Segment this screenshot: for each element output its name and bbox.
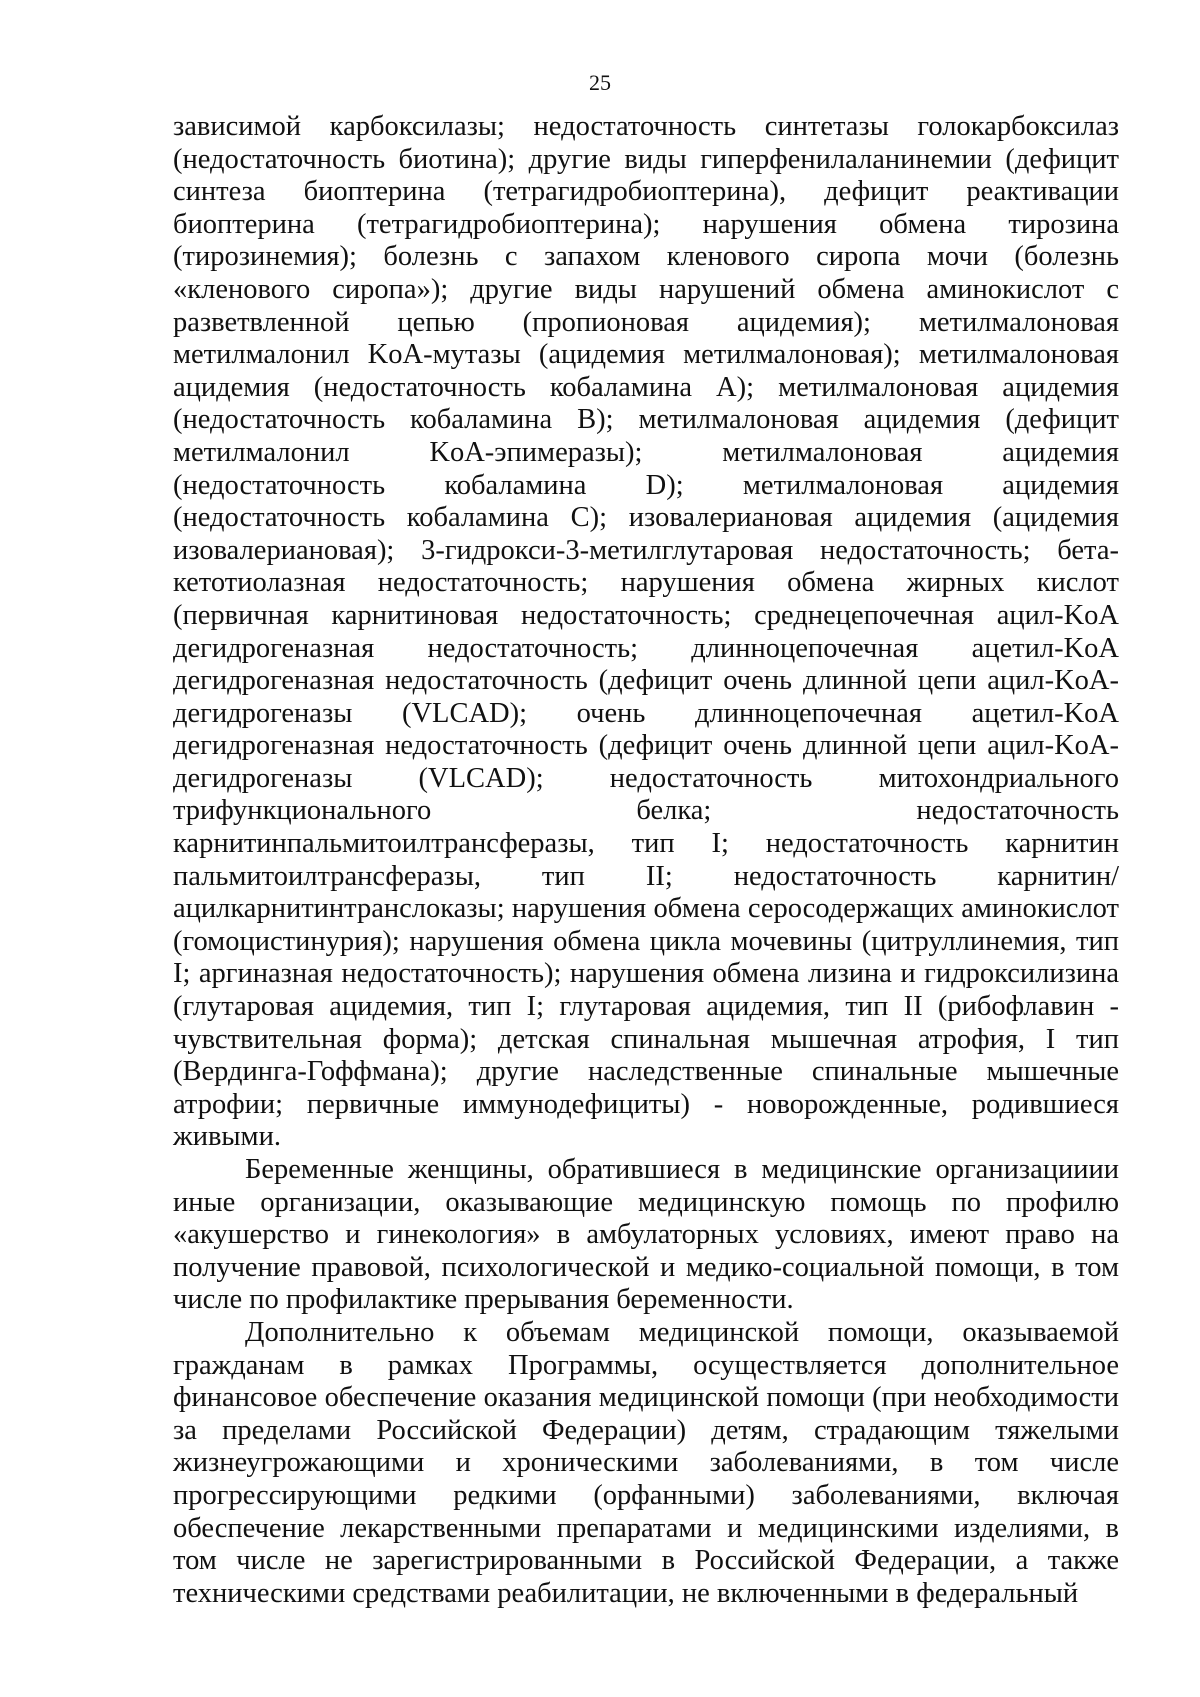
paragraph-pregnant-women: Беременные женщины, обратившиеся в медицинские организацииии иные организации, оказывающие медицинскую помощь по профилю «акушерство и гинекология» в амбулаторных условиях, имеют право на получение правовой, психологической и медико-социальной помощи, в том числе по профилактике прерывания беременности. [173,1154,1119,1316]
paragraph-additional-funding: Дополнительно к объемам медицинской помощи, оказываемой гражданам в рамках Программы, осуществляется дополнительное финансовое обеспечение оказания медицинской помощи (при необходимости за пределами Российской Федерации) детям, страдающим тяжелыми жизнеугрожающими и хроническими заболеваниями, в том числе прогрессирующими редкими (орфанными) заболеваниями, включая обеспечение лекарственными препаратами и медицинскими изделиями, в том числе не зарегистрированными в Российской Федерации, а также техническими средствами реабилитации, не включенными в федеральный [173,1316,1119,1609]
paragraph-continued: зависимой карбоксилазы; недостаточность синтетазы голокарбоксилаз (недостаточность биотина); другие виды гиперфенилаланинемии (дефицит синтеза биоптерина (тетрагидробиоптерина), дефицит реактивации биоптерина (тетрагидробиоптерина); нарушения обмена тирозина (тирозинемия); болезнь с запахом кленового сиропа мочи (болезнь «кленового сиропа»); другие виды нарушений обмена аминокислот с разветвленной цепью (пропионовая ацидемия); метилмалоновая метилмалонил KoA-мутазы (ацидемия метилмалоновая); метилмалоновая ацидемия (недостаточность кобаламина A); метилмалоновая ацидемия (недостаточность кобаламина B); метилмалоновая ацидемия (дефицит метилмалонил KoA-эпимеразы); метилмалоновая ацидемия (недостаточность кобаламина D); метилмалоновая ацидемия (недостаточность кобаламина C); изовалериановая ацидемия (ацидемия изовалериановая); 3-гидрокси-3-метилглутаровая недостаточность; бета-кетотиолазная недостаточность; нарушения обмена жирных кислот (первичная карнитиновая недостаточность; среднецепочечная ацил-KoA дегидрогеназная недостаточность; длинноцепочечная ацетил-KoA дегидрогеназная недостаточность (дефицит очень длинной цепи ацил-KoA-дегидрогеназы (VLCAD); очень длинноцепочечная ацетил-KoA дегидрогеназная недостаточность (дефицит очень длинной цепи ацил-KoA-дегидрогеназы (VLCAD); недостаточность митохондриального трифункционального белка; недостаточность карнитинпальмитоилтрансферазы, тип I; недостаточность карнитин пальмитоилтрансферазы, тип II; недостаточность карнитин/ацилкарнитинтранслоказы; нарушения обмена серосодержащих аминокислот (гомоцистинурия); нарушения обмена цикла мочевины (цитруллинемия, тип I; аргиназная недостаточность); нарушения обмена лизина и гидроксилизина (глутаровая ацидемия, тип I; глутаровая ацидемия, тип II (рибофлавин - чувствительная форма); детская спинальная мышечная атрофия, I тип (Вердинга-Гоффмана); другие наследственные спинальные мышечные атрофии; первичные иммунодефициты) - новорожденные, родившиеся живыми. [173,111,1119,1153]
document-body [173,111,1119,1610]
page-number: 25 [589,70,611,95]
